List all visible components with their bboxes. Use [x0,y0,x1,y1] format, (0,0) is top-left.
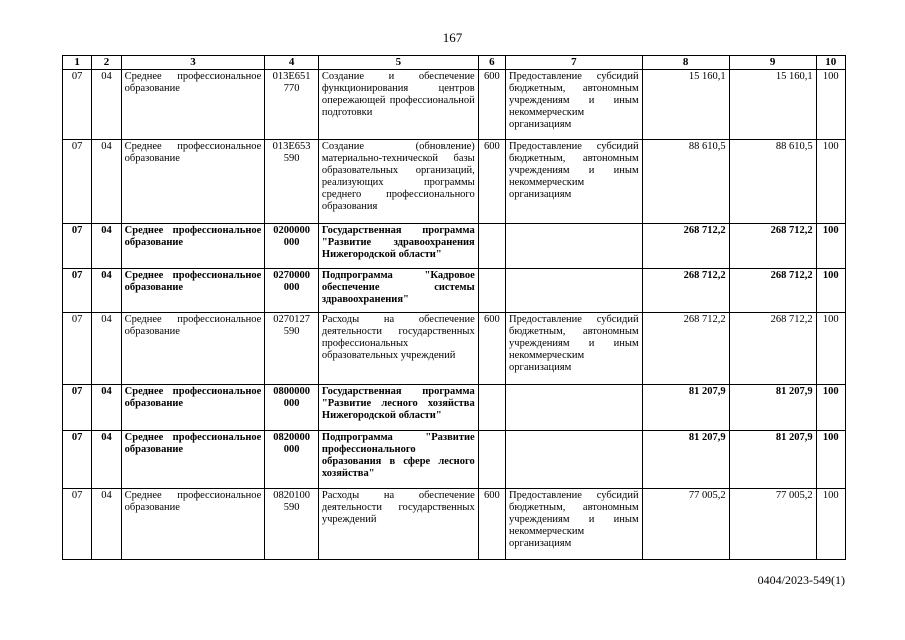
actual-amount-cell: 77 005,2 [729,489,816,560]
page-number: 167 [442,30,463,45]
table-row [63,140,846,224]
section-cell: 07 [63,224,92,269]
description-cell: Подпрограмма "Кадровое обеспечение системы здравоохранения" [318,269,478,313]
section-name-cell: Среднее профессиональное образование [121,140,265,224]
column-header-8: 8 [642,56,729,70]
section-name-cell: Среднее профессиональное образование [121,489,265,560]
subsection-cell: 04 [92,313,121,385]
planned-amount-cell: 268 712,2 [642,269,729,313]
actual-amount-cell: 268 712,2 [729,269,816,313]
section-cell: 07 [63,140,92,224]
subsection-cell: 04 [92,269,121,313]
column-header-1: 1 [63,56,92,70]
section-cell: 07 [63,489,92,560]
section-name-cell: Среднее профессиональное образование [121,313,265,385]
percent-cell: 100 [816,313,845,385]
section-cell: 07 [63,269,92,313]
expense-type-cell [478,431,505,489]
expense-type-name-cell: Предоставление субсидий бюджетным, автономным учреждениям и иным некоммерческим организациям [506,70,643,140]
section-name-cell: Среднее профессиональное образование [121,431,265,489]
budget-table [62,55,846,560]
actual-amount-cell: 268 712,2 [729,313,816,385]
section-name-cell: Среднее профессиональное образование [121,224,265,269]
expense-type-name-cell: Предоставление субсидий бюджетным, автономным учреждениям и иным некоммерческим организациям [506,313,643,385]
target-article-cell: 0270000 000 [265,269,319,313]
expense-type-name-cell: Предоставление субсидий бюджетным, автономным учреждениям и иным некоммерческим организациям [506,140,643,224]
expense-type-cell [478,224,505,269]
expense-type-cell: 600 [478,70,505,140]
planned-amount-cell: 88 610,5 [642,140,729,224]
expense-type-cell: 600 [478,140,505,224]
column-header-3: 3 [121,56,265,70]
percent-cell: 100 [816,431,845,489]
expense-type-cell: 600 [478,489,505,560]
column-header-9: 9 [729,56,816,70]
percent-cell: 100 [816,224,845,269]
percent-cell: 100 [816,269,845,313]
expense-type-cell: 600 [478,313,505,385]
target-article-cell: 0800000 000 [265,385,319,431]
target-article-cell: 013E653 590 [265,140,319,224]
column-header-2: 2 [92,56,121,70]
table-row [63,70,846,140]
target-article-cell: 0200000 000 [265,224,319,269]
document-code: 0404/2023-549(1) [757,573,845,587]
subsection-cell: 04 [92,224,121,269]
table-row [63,431,846,489]
target-article-cell: 013E651 770 [265,70,319,140]
description-cell: Государственная программа "Развитие здравоохранения Нижегородской области" [318,224,478,269]
column-header-10: 10 [816,56,845,70]
actual-amount-cell: 88 610,5 [729,140,816,224]
actual-amount-cell: 15 160,1 [729,70,816,140]
column-header-7: 7 [506,56,643,70]
expense-type-cell [478,269,505,313]
table-row [63,224,846,269]
expense-type-name-cell [506,269,643,313]
description-cell: Государственная программа "Развитие лесного хозяйства Нижегородской области" [318,385,478,431]
subsection-cell: 04 [92,385,121,431]
subsection-cell: 04 [92,140,121,224]
section-name-cell: Среднее профессиональное образование [121,70,265,140]
description-cell: Подпрограмма "Развитие профессионального образования в сфере лесного хозяйства" [318,431,478,489]
description-cell: Создание и обеспечение функционирования центров опережающей профессиональной подготовки [318,70,478,140]
section-name-cell: Среднее профессиональное образование [121,269,265,313]
subsection-cell: 04 [92,489,121,560]
planned-amount-cell: 268 712,2 [642,224,729,269]
table-row [63,269,846,313]
column-header-5: 5 [318,56,478,70]
percent-cell: 100 [816,385,845,431]
planned-amount-cell: 81 207,9 [642,431,729,489]
planned-amount-cell: 81 207,9 [642,385,729,431]
section-cell: 07 [63,70,92,140]
planned-amount-cell: 268 712,2 [642,313,729,385]
table-row [63,313,846,385]
expense-type-name-cell [506,385,643,431]
expense-type-name-cell [506,224,643,269]
percent-cell: 100 [816,140,845,224]
table-body [63,70,846,560]
subsection-cell: 04 [92,70,121,140]
subsection-cell: 04 [92,431,121,489]
section-cell: 07 [63,313,92,385]
actual-amount-cell: 268 712,2 [729,224,816,269]
percent-cell: 100 [816,489,845,560]
planned-amount-cell: 15 160,1 [642,70,729,140]
description-cell: Расходы на обеспечение деятельности государственных учреждений [318,489,478,560]
description-cell: Создание (обновление) материально-технической базы образовательных организаций, реализующих программы среднего профессионального образования [318,140,478,224]
actual-amount-cell: 81 207,9 [729,385,816,431]
target-article-cell: 0820000 000 [265,431,319,489]
actual-amount-cell: 81 207,9 [729,431,816,489]
target-article-cell: 0270127 590 [265,313,319,385]
planned-amount-cell: 77 005,2 [642,489,729,560]
description-cell: Расходы на обеспечение деятельности государственных профессиональных образовательных учреждений [318,313,478,385]
percent-cell: 100 [816,70,845,140]
header-row [63,56,846,70]
expense-type-name-cell: Предоставление субсидий бюджетным, автономным учреждениям и иным некоммерческим организациям [506,489,643,560]
table-row [63,385,846,431]
column-header-6: 6 [478,56,505,70]
section-name-cell: Среднее профессиональное образование [121,385,265,431]
expense-type-name-cell [506,431,643,489]
column-header-4: 4 [265,56,319,70]
table-row [63,489,846,560]
expense-type-cell [478,385,505,431]
target-article-cell: 0820100 590 [265,489,319,560]
section-cell: 07 [63,385,92,431]
section-cell: 07 [63,431,92,489]
